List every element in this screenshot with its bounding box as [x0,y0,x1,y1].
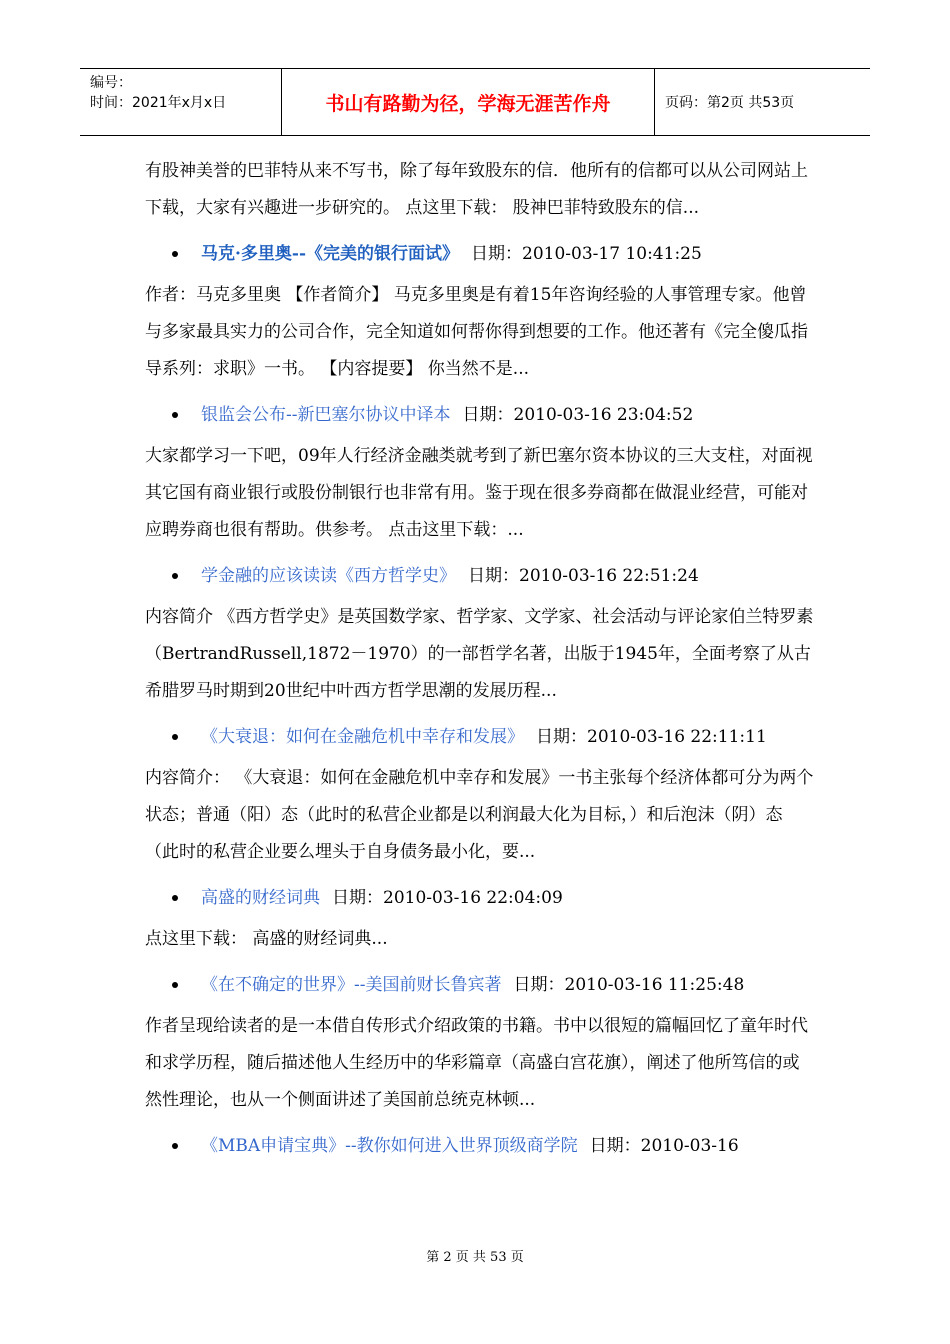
entry-heading [145,556,815,596]
entry-heading [145,965,815,1005]
entry-date: 日期：2010-03-16 22:51:24 [468,566,699,586]
number-label: 编号： [90,75,132,91]
entry-title-link[interactable]: 高盛的财经词典 [201,888,320,908]
bullet-icon [172,982,178,988]
document-body [145,153,815,1169]
entry-heading [145,1126,815,1166]
entry-heading [145,717,815,757]
entry-title-link[interactable]: 《在不确定的世界》--美国前财长鲁宾著 [201,975,502,995]
bullet-icon [172,412,178,418]
entry-date: 日期：2010-03-16 23:04:52 [462,405,694,425]
bullet-icon [172,895,178,901]
entry-title-link[interactable]: 《大衰退：如何在金融危机中幸存和发展》 [201,727,524,747]
entry-title-link[interactable]: 《MBA申请宝典》--教你如何进入世界顶级商学院 [201,1136,578,1156]
entry-summary: 点这里下载： 高盛的财经词典... [145,929,388,949]
entry-heading [145,395,815,435]
entry-heading [145,878,815,918]
time-label: 时间：2021年x月x日 [90,95,227,111]
entry-date: 日期：2010-03-16 22:04:09 [332,888,563,908]
entry-summary: 大家都学习一下吧，09年人行经济金融类就考到了新巴塞尔资本协议的三大支柱，对面视其它国有商业银行或股份制银行也非常有用。鉴于现在很多券商都在做混业经营，可能对应聘券商也很有帮助。供参考。 点击这里下载：... [145,446,813,540]
entry-summary: 作者呈现给读者的是一本借自传形式介绍政策的书籍。书中以很短的篇幅回忆了童年时代和求学历程，随后描述他人生经历中的华彩篇章（高盛白宫花旗），阐述了他所笃信的或然性理论，也从一个侧面讲述了美国前总统克林顿... [145,1016,808,1110]
bullet-icon [172,573,178,579]
intro-paragraph: 有股神美誉的巴菲特从来不写书，除了每年致股东的信．他所有的信都可以从公司网站上下载，大家有兴趣进一步研究的。 点这里下载： 股神巴菲特致股东的信... [145,161,808,218]
bullet-icon [172,1143,178,1149]
entry-heading [145,234,815,274]
entry-title-link[interactable]: 学金融的应该读读《西方哲学史》 [201,566,456,586]
entry-date: 日期：2010-03-17 10:41:25 [471,244,702,264]
entry-date: 日期：2010-03-16 [589,1136,739,1156]
entry-date: 日期：2010-03-16 22:11:11 [536,727,767,747]
header-motto: 书山有路勤为径，学海无涯苦作舟 [282,69,655,135]
header-meta [80,69,282,135]
bullet-icon [172,251,178,257]
page-footer: 第 2 页 共 53 页 [426,1250,524,1265]
entry-summary: 作者：马克多里奥 【作者简介】 马克多里奥是有着15年咨询经验的人事管理专家。他曾与多家最具实力的公司合作，完全知道如何帮你得到想要的工作。他还著有《完全傻瓜指导系列：求职》一书。 【内容提要】 你当然不是... [145,285,808,379]
entry-summary: 内容简介 《西方哲学史》是英国数学家、哲学家、文学家、社会活动与评论家伯兰特罗素（BertrandRussell,1872－1970）的一部哲学名著，出版于1945年，全面考察了从古希腊罗马时期到20世纪中叶西方哲学思潮的发展历程... [145,607,814,701]
header-table [80,68,870,136]
entry-title-link[interactable]: 银监会公布--新巴塞尔协议中译本 [201,405,451,425]
bullet-icon [172,734,178,740]
page-info: 页码：第2页 共53页 [665,95,795,111]
entry-date: 日期：2010-03-16 11:25:48 [513,975,745,995]
entry-title-link[interactable]: 马克·多里奥--《完美的银行面试》 [201,244,460,264]
entry-summary: 内容简介： 《大衰退：如何在金融危机中幸存和发展》一书主张每个经济体都可分为两个状态；普通（阳）态（此时的私营企业都是以利润最大化为目标，）和后泡沫（阴）态（此时的私营企业要么埋头于自身债务最小化，要... [145,768,814,862]
